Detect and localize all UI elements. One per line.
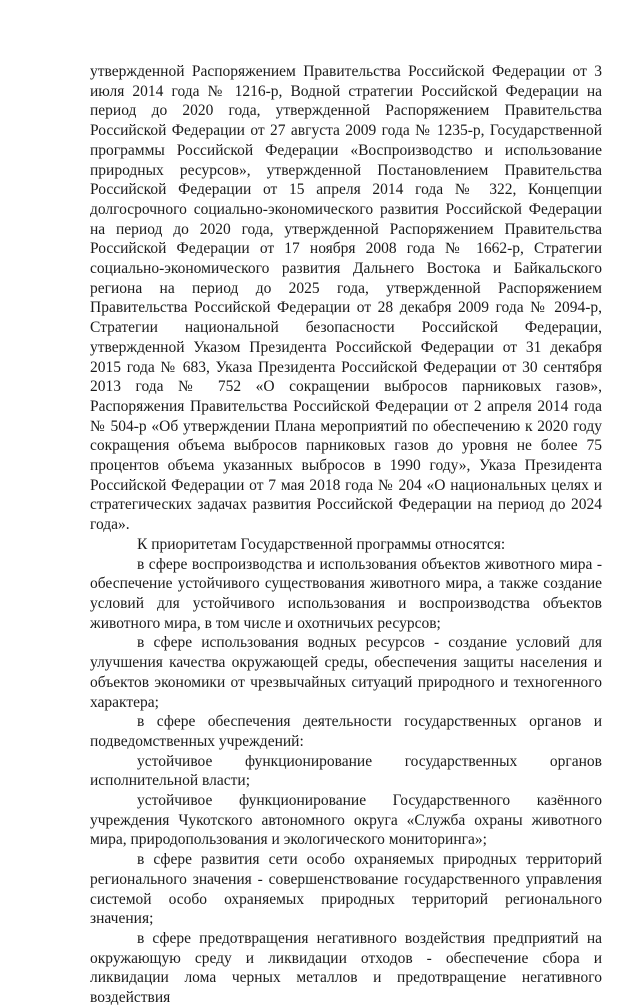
document-page [90, 62, 602, 1008]
paragraph-legal-basis: утвержденной Распоряжением Правительства Российской Федерации от 3 июля 2014 года № 1216-р, Водной стратегии Российской Федерации на период до 2020 года, утвержденной Распоряжением Правительства Российской Федерации от 27 августа 2009 года № 1235-р, Государственной программы Российской Федерации «Воспроизводство и использование природных ресурсов», утвержденной Постановлением Правительства Российской Федерации от 15 апреля 2014 года № 322, Концепции долгосрочного социально-экономического развития Российской Федерации на период до 2020 года, утвержденной Распоряжением Правительства Российской Федерации от 17 ноября 2008 года № 1662-р, Стратегии социально-экономического развития Дальнего Востока и Байкальского региона на период до 2025 года, утвержденной Распоряжением Правительства Российской Федерации от 28 декабря 2009 года № 2094-р, Стратегии национальной безопасности Российской Федерации, утвержденной Указом Президента Российской Федерации от 31 декабря 2015 года № 683, Указа Президента Российской Федерации от 30 сентября 2013 года № 752 «О сокращении выбросов парниковых газов», Распоряжения Правительства Российской Федерации от 2 апреля 2014 года № 504-р «Об утверждении Плана мероприятий по обеспечению к 2020 году сокращения объема выбросов парниковых газов до уровня не более 75 процентов объема указанных выбросов в 1990 году», Указа Президента Российской Федерации от 7 мая 2018 года № 204 «О национальных целях и стратегических задачах развития Российской Федерации на период до 2024 года». [90, 63, 602, 534]
paragraph-priority-protected-areas: в сфере развития сети особо охраняемых природных территорий регионального значения - совершенствование государственного управления системой особо охраняемых природных территорий регионального значения; [90, 851, 602, 928]
paragraph-priorities-heading: К приоритетам Государственной программы относятся: [137, 535, 506, 553]
paragraph-priority-waste: в сфере предотвращения негативного воздействия предприятий на окружающую среду и ликвидации отходов - обеспечение сбора и ликвидации лома черных металлов и предотвращение негативного воздействия [90, 929, 602, 1007]
paragraph-priority-government-bodies: в сфере обеспечения деятельности государственных органов и подведомственных учреждений: [90, 713, 602, 750]
paragraph-priority-wildlife: в сфере воспроизводства и использования объектов животного мира - обеспечение устойчивого существования животного мира, а также создание условий для устойчивого использования и воспроизводства объектов животного мира, в том числе и охотничьих ресурсов; [90, 555, 602, 632]
paragraph-priority-state-institution: устойчивое функционирование Государственного казённого учреждения Чукотского автономного округа «Служба охраны животного мира, природопользования и экологического мониторинга»; [90, 792, 602, 849]
paragraph-priority-executive-power: устойчивое функционирование государственных органов исполнительной власти; [90, 752, 602, 790]
paragraph-priority-water: в сфере использования водных ресурсов - создание условий для улучшения качества окружающей среды, обеспечения защиты населения и объектов экономики от чрезвычайных ситуаций природного и техногенного характера; [90, 634, 602, 711]
